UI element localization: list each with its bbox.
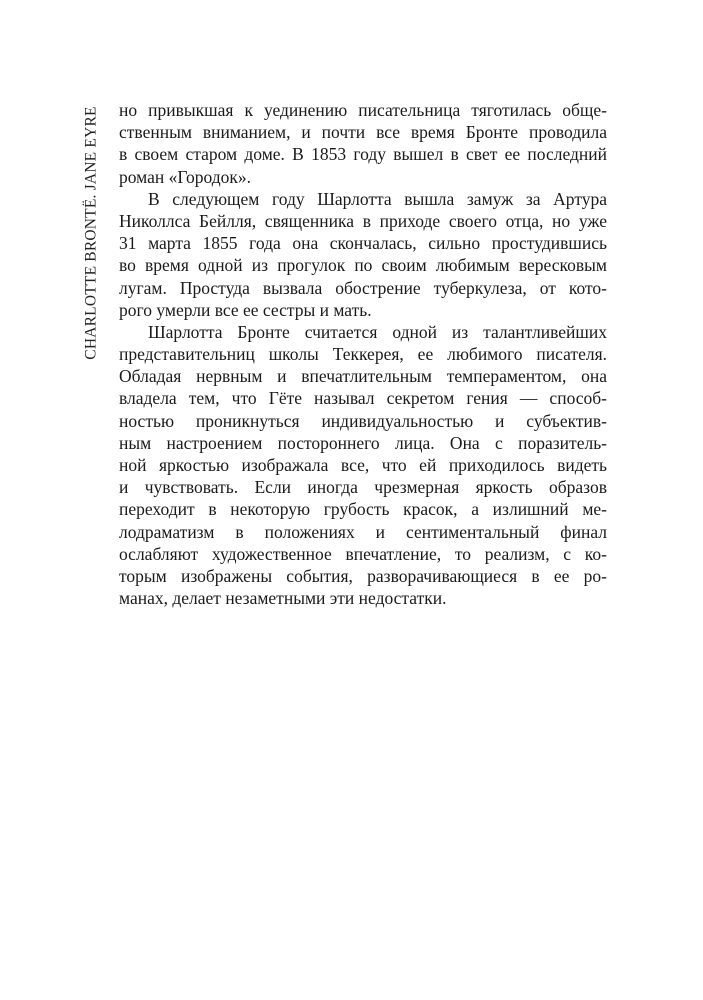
text-line: лугам. Простуда вызвала обострение туберкулеза, от кото-	[119, 277, 607, 298]
text-line: переходит в некоторую грубость красок, а излишний ме-	[119, 499, 607, 520]
paragraph-2	[119, 188, 607, 321]
text-line: ностью проникнуться индивидуальностью и субъектив-	[119, 410, 607, 431]
text-line: Шарлотта Бронте считается одной из талантливейших	[148, 321, 607, 342]
text-line: роман «Городок».	[119, 166, 251, 187]
text-line: ственным вниманием, и почти все время Бронте проводила	[119, 122, 607, 143]
text-line: манах, делает незаметными эти недостатки.	[119, 588, 447, 609]
text-line: торым изображены события, разворачивающиеся в ее ро-	[119, 565, 607, 586]
text-line: представительниц школы Теккерея, ее любимого писателя.	[119, 344, 607, 365]
text-line: но привыкшая к уединению писательница тяготилась обще-	[119, 100, 607, 120]
text-line: лодраматизм в положениях и сентиментальный финал	[119, 521, 607, 542]
body-text	[119, 99, 607, 609]
text-line: 31 марта 1855 года она скончалась, сильно простудившись	[119, 233, 607, 254]
text-line: рого умерли все ее сестры и мать.	[119, 299, 372, 320]
text-line: во время одной из прогулок по своим любимым вересковым	[119, 255, 607, 276]
paragraph-1	[119, 99, 607, 188]
text-line: Обладая нервным и впечатлительным темпераментом, она	[119, 366, 607, 387]
text-line: Николлса Бейлля, священника в приходе своего отца, но уже	[119, 210, 607, 231]
text-line: ной яркостью изображала все, что ей приходилось видеть	[119, 455, 607, 475]
text-line: и чувствовать. Если иногда чрезмерная яркость образов	[119, 477, 607, 498]
text-line: ным настроением постороннего лица. Она с поразитель-	[119, 432, 607, 453]
text-line: владела тем, что Гёте называл секретом гения — способ-	[119, 388, 607, 409]
paragraph-3	[119, 321, 607, 609]
running-head-text: CHARLOTTE BRONTË. JANE EYRE	[83, 106, 101, 360]
text-line: в своем старом доме. В 1853 году вышел в свет ее последний	[119, 144, 607, 165]
text-line: В следующем году Шарлотта вышла замуж за Артура	[148, 188, 607, 209]
running-head	[82, 98, 102, 368]
text-line: ослабляют художественное впечатление, то реализм, с ко-	[119, 543, 607, 564]
